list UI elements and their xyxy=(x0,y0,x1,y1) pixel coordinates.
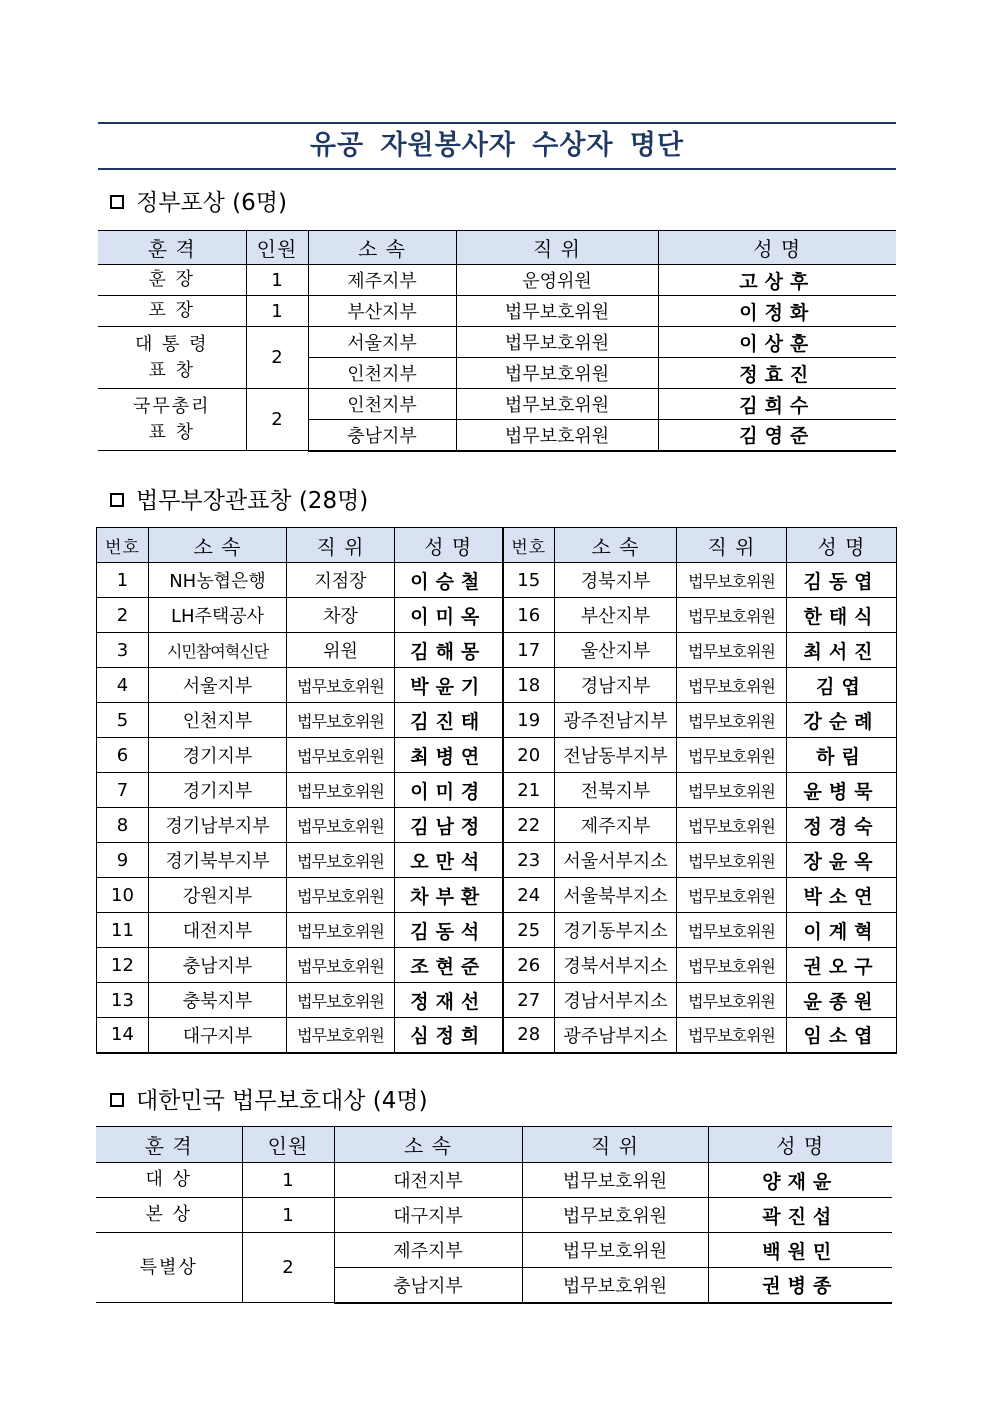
number-cell: 4 xyxy=(97,668,149,703)
org-cell: 충북지부 xyxy=(149,983,287,1018)
number-cell: 18 xyxy=(503,668,555,703)
name-cell: 이상훈 xyxy=(658,327,896,358)
header-row xyxy=(97,528,897,563)
column-header: 직 위 xyxy=(287,528,395,563)
position-cell: 법무보호위원 xyxy=(677,773,787,808)
org-cell: 충남지부 xyxy=(149,948,287,983)
protection-award-table xyxy=(96,1126,892,1304)
org-cell: 울산지부 xyxy=(555,633,677,668)
org-cell: 서울북부지소 xyxy=(555,878,677,913)
section-heading-gov xyxy=(108,188,287,218)
page-title: 유공 자원봉사자 수상자 명단 xyxy=(309,130,685,161)
org-cell: 경기동부지소 xyxy=(555,913,677,948)
count-cell: 1 xyxy=(242,1198,334,1233)
position-cell: 지점장 xyxy=(287,563,395,598)
org-cell: 광주전남지부 xyxy=(555,703,677,738)
name-cell: 최병연 xyxy=(395,738,503,773)
org-cell: 대전지부 xyxy=(334,1163,522,1198)
org-cell: 대전지부 xyxy=(149,913,287,948)
name-cell: 심정희 xyxy=(395,1018,503,1053)
org-cell: 서울지부 xyxy=(308,327,456,358)
position-cell: 법무보호위원 xyxy=(287,983,395,1018)
count-cell: 1 xyxy=(242,1163,334,1198)
table-row xyxy=(98,296,896,327)
section-label: 대한민국 법무보호대상 (4명) xyxy=(136,1088,428,1114)
table-row xyxy=(98,389,896,420)
number-cell: 15 xyxy=(503,563,555,598)
number-cell: 25 xyxy=(503,913,555,948)
org-cell: LH주택공사 xyxy=(149,598,287,633)
square-bullet-icon xyxy=(110,1093,124,1107)
table-row xyxy=(97,948,897,983)
name-cell: 이미옥 xyxy=(395,598,503,633)
name-cell: 김해몽 xyxy=(395,633,503,668)
number-cell: 6 xyxy=(97,738,149,773)
org-cell: 충남지부 xyxy=(334,1268,522,1303)
minister-award-table xyxy=(96,527,897,1054)
name-cell: 정효진 xyxy=(658,358,896,389)
position-cell: 법무보호위원 xyxy=(677,878,787,913)
org-cell: 대구지부 xyxy=(334,1198,522,1233)
name-cell: 이승철 xyxy=(395,563,503,598)
number-cell: 19 xyxy=(503,703,555,738)
column-header: 성 명 xyxy=(787,528,897,563)
position-cell: 법무보호위원 xyxy=(456,327,658,358)
position-cell: 위원 xyxy=(287,633,395,668)
grade-cell: 본 상 xyxy=(96,1198,242,1233)
table-row xyxy=(98,265,896,296)
table-row xyxy=(97,983,897,1018)
position-cell: 법무보호위원 xyxy=(456,420,658,451)
column-header: 직 위 xyxy=(522,1127,708,1163)
section-heading-minister xyxy=(108,486,368,516)
position-cell: 법무보호위원 xyxy=(287,913,395,948)
org-cell: 시민참여혁신단 xyxy=(149,633,287,668)
square-bullet-icon xyxy=(110,493,124,507)
number-cell: 11 xyxy=(97,913,149,948)
name-cell: 김진태 xyxy=(395,703,503,738)
org-cell: 경기남부지부 xyxy=(149,808,287,843)
name-cell: 오만석 xyxy=(395,843,503,878)
position-cell: 법무보호위원 xyxy=(287,808,395,843)
position-cell: 법무보호위원 xyxy=(522,1268,708,1303)
name-cell: 권오구 xyxy=(787,948,897,983)
name-cell: 강순례 xyxy=(787,703,897,738)
name-cell: 정경숙 xyxy=(787,808,897,843)
position-cell: 법무보호위원 xyxy=(677,808,787,843)
position-cell: 법무보호위원 xyxy=(677,668,787,703)
column-header: 번호 xyxy=(97,528,149,563)
org-cell: 충남지부 xyxy=(308,420,456,451)
position-cell: 법무보호위원 xyxy=(456,389,658,420)
name-cell: 차부환 xyxy=(395,878,503,913)
column-header: 번호 xyxy=(503,528,555,563)
name-cell: 김영준 xyxy=(658,420,896,451)
number-cell: 14 xyxy=(97,1018,149,1053)
name-cell: 곽진섭 xyxy=(708,1198,892,1233)
position-cell: 법무보호위원 xyxy=(287,843,395,878)
count-cell: 1 xyxy=(246,296,308,327)
name-cell: 백원민 xyxy=(708,1233,892,1268)
column-header: 성 명 xyxy=(708,1127,892,1163)
column-header: 인원 xyxy=(242,1127,334,1163)
org-cell: 제주지부 xyxy=(308,265,456,296)
position-cell: 법무보호위원 xyxy=(677,738,787,773)
name-cell: 고상후 xyxy=(658,265,896,296)
name-cell: 이계혁 xyxy=(787,913,897,948)
position-cell: 법무보호위원 xyxy=(287,703,395,738)
org-cell: 대구지부 xyxy=(149,1018,287,1053)
org-cell: 제주지부 xyxy=(555,808,677,843)
grade-cell: 국무총리 표 창 xyxy=(98,389,246,451)
position-cell: 법무보호위원 xyxy=(456,358,658,389)
name-cell: 김동석 xyxy=(395,913,503,948)
name-cell: 김희수 xyxy=(658,389,896,420)
position-cell: 운영위원 xyxy=(456,265,658,296)
column-header: 성 명 xyxy=(658,231,896,265)
table-row xyxy=(97,878,897,913)
count-cell: 1 xyxy=(246,265,308,296)
org-cell: 경기지부 xyxy=(149,738,287,773)
number-cell: 2 xyxy=(97,598,149,633)
position-cell: 법무보호위원 xyxy=(677,563,787,598)
table-row xyxy=(97,843,897,878)
position-cell: 법무보호위원 xyxy=(522,1198,708,1233)
number-cell: 26 xyxy=(503,948,555,983)
number-cell: 16 xyxy=(503,598,555,633)
grade-cell: 대 상 xyxy=(96,1163,242,1198)
org-cell: NH농협은행 xyxy=(149,563,287,598)
number-cell: 17 xyxy=(503,633,555,668)
name-cell: 박소연 xyxy=(787,878,897,913)
square-bullet-icon xyxy=(110,195,124,209)
position-cell: 법무보호위원 xyxy=(456,296,658,327)
name-cell: 김동엽 xyxy=(787,563,897,598)
name-cell: 한태식 xyxy=(787,598,897,633)
name-cell: 정재선 xyxy=(395,983,503,1018)
number-cell: 3 xyxy=(97,633,149,668)
number-cell: 24 xyxy=(503,878,555,913)
section-heading-protection xyxy=(108,1086,428,1116)
number-cell: 27 xyxy=(503,983,555,1018)
org-cell: 서울서부지소 xyxy=(555,843,677,878)
column-header: 인원 xyxy=(246,231,308,265)
position-cell: 법무보호위원 xyxy=(287,773,395,808)
name-cell: 박윤기 xyxy=(395,668,503,703)
table-row xyxy=(97,1018,897,1053)
org-cell: 경남지부 xyxy=(555,668,677,703)
org-cell: 경북지부 xyxy=(555,563,677,598)
table-row xyxy=(97,633,897,668)
name-cell: 윤병묵 xyxy=(787,773,897,808)
title-block xyxy=(98,122,896,170)
column-header: 소 속 xyxy=(555,528,677,563)
number-cell: 12 xyxy=(97,948,149,983)
table-row xyxy=(97,738,897,773)
header-row xyxy=(98,231,896,265)
number-cell: 22 xyxy=(503,808,555,843)
number-cell: 10 xyxy=(97,878,149,913)
number-cell: 13 xyxy=(97,983,149,1018)
grade-cell: 훈 장 xyxy=(98,265,246,296)
position-cell: 법무보호위원 xyxy=(677,913,787,948)
position-cell: 법무보호위원 xyxy=(677,633,787,668)
table-row xyxy=(96,1233,892,1268)
column-header: 소 속 xyxy=(308,231,456,265)
table-row xyxy=(97,913,897,948)
org-cell: 서울지부 xyxy=(149,668,287,703)
name-cell: 권병종 xyxy=(708,1268,892,1303)
table-row xyxy=(97,703,897,738)
name-cell: 하림 xyxy=(787,738,897,773)
column-header: 소 속 xyxy=(149,528,287,563)
name-cell: 이정화 xyxy=(658,296,896,327)
org-cell: 제주지부 xyxy=(334,1233,522,1268)
position-cell: 법무보호위원 xyxy=(522,1233,708,1268)
name-cell: 조현준 xyxy=(395,948,503,983)
name-cell: 윤종원 xyxy=(787,983,897,1018)
number-cell: 28 xyxy=(503,1018,555,1053)
position-cell: 법무보호위원 xyxy=(677,598,787,633)
name-cell: 임소엽 xyxy=(787,1018,897,1053)
section-label: 정부포상 (6명) xyxy=(136,190,287,216)
column-header: 성 명 xyxy=(395,528,503,563)
name-cell: 양재윤 xyxy=(708,1163,892,1198)
number-cell: 21 xyxy=(503,773,555,808)
org-cell: 전남동부지부 xyxy=(555,738,677,773)
name-cell: 최서진 xyxy=(787,633,897,668)
org-cell: 전북지부 xyxy=(555,773,677,808)
position-cell: 법무보호위원 xyxy=(677,843,787,878)
position-cell: 법무보호위원 xyxy=(287,878,395,913)
column-header: 훈 격 xyxy=(96,1127,242,1163)
position-cell: 차장 xyxy=(287,598,395,633)
section-label: 법무부장관표창 (28명) xyxy=(136,488,369,514)
number-cell: 9 xyxy=(97,843,149,878)
name-cell: 장윤옥 xyxy=(787,843,897,878)
table-row xyxy=(97,668,897,703)
name-cell: 김엽 xyxy=(787,668,897,703)
table-row xyxy=(96,1198,892,1233)
org-cell: 경기북부지부 xyxy=(149,843,287,878)
position-cell: 법무보호위원 xyxy=(287,668,395,703)
table-row xyxy=(97,563,897,598)
name-cell: 김남정 xyxy=(395,808,503,843)
number-cell: 20 xyxy=(503,738,555,773)
count-cell: 2 xyxy=(246,389,308,451)
gov-award-table xyxy=(98,230,896,452)
position-cell: 법무보호위원 xyxy=(522,1163,708,1198)
grade-cell: 포 장 xyxy=(98,296,246,327)
org-cell: 강원지부 xyxy=(149,878,287,913)
column-header: 훈 격 xyxy=(98,231,246,265)
position-cell: 법무보호위원 xyxy=(287,738,395,773)
number-cell: 1 xyxy=(97,563,149,598)
count-cell: 2 xyxy=(242,1233,334,1303)
header-row xyxy=(96,1127,892,1163)
org-cell: 경기지부 xyxy=(149,773,287,808)
position-cell: 법무보호위원 xyxy=(677,703,787,738)
number-cell: 5 xyxy=(97,703,149,738)
org-cell: 부산지부 xyxy=(308,296,456,327)
table-row xyxy=(97,773,897,808)
org-cell: 경남서부지소 xyxy=(555,983,677,1018)
name-cell: 이미경 xyxy=(395,773,503,808)
grade-cell: 대 통 령 표 창 xyxy=(98,327,246,389)
position-cell: 법무보호위원 xyxy=(677,983,787,1018)
column-header: 소 속 xyxy=(334,1127,522,1163)
org-cell: 인천지부 xyxy=(149,703,287,738)
column-header: 직 위 xyxy=(677,528,787,563)
table-row xyxy=(97,598,897,633)
position-cell: 법무보호위원 xyxy=(287,948,395,983)
org-cell: 광주남부지소 xyxy=(555,1018,677,1053)
position-cell: 법무보호위원 xyxy=(677,948,787,983)
position-cell: 법무보호위원 xyxy=(287,1018,395,1053)
table-row xyxy=(96,1163,892,1198)
table-row xyxy=(98,327,896,358)
org-cell: 경북서부지소 xyxy=(555,948,677,983)
count-cell: 2 xyxy=(246,327,308,389)
column-header: 직 위 xyxy=(456,231,658,265)
table-row xyxy=(97,808,897,843)
org-cell: 인천지부 xyxy=(308,389,456,420)
number-cell: 8 xyxy=(97,808,149,843)
org-cell: 부산지부 xyxy=(555,598,677,633)
number-cell: 23 xyxy=(503,843,555,878)
number-cell: 7 xyxy=(97,773,149,808)
position-cell: 법무보호위원 xyxy=(677,1018,787,1053)
grade-cell: 특별상 xyxy=(96,1233,242,1303)
org-cell: 인천지부 xyxy=(308,358,456,389)
